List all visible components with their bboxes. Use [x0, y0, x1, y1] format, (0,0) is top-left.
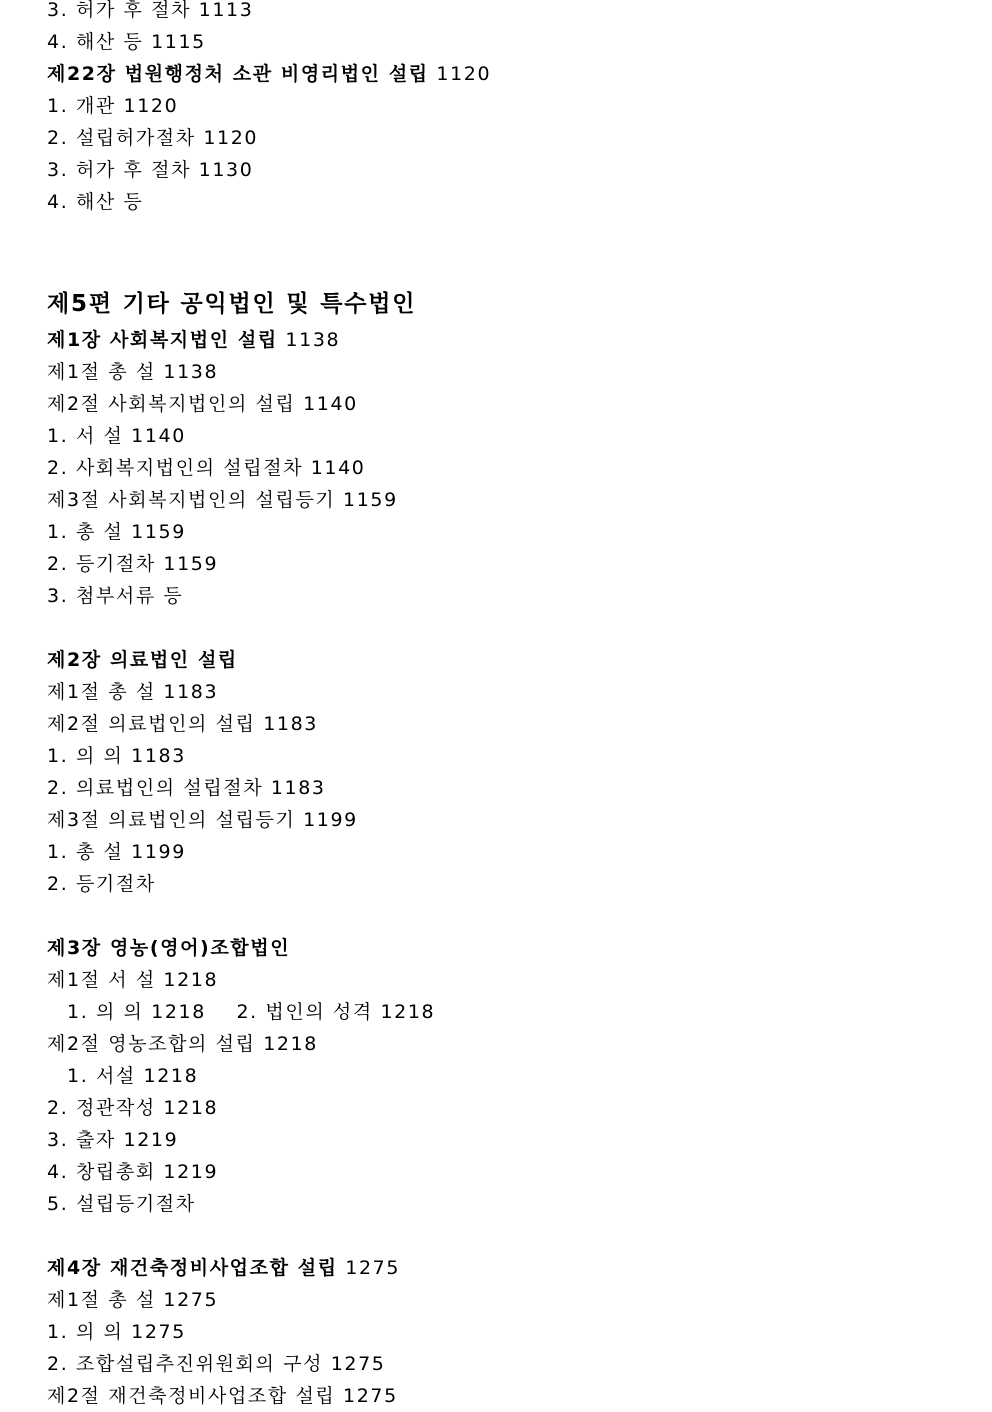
chapter-heading [47, 324, 947, 356]
toc-entry: 제1절 총 설 1138 [47, 361, 219, 383]
toc-entry: 4. 해산 등 [47, 191, 144, 213]
toc-entry: 1. 총 설 1199 [47, 841, 186, 863]
toc-entry: 2. 사회복지법인의 설립절차 1140 [47, 457, 366, 479]
toc-entry: 2. 의료법인의 설립절차 1183 [47, 777, 326, 799]
toc-entry: 3. 허가 후 절차 1113 [47, 0, 254, 21]
toc-entry: 3. 허가 후 절차 1130 [47, 159, 254, 181]
chapter-page-number: 1138 [277, 329, 341, 351]
part-heading: 제5편 기타 공익법인 및 특수법인 [47, 291, 417, 317]
toc-entry: 1. 의 의 1218 2. 법인의 성격 1218 [67, 1001, 436, 1023]
toc-entry: 2. 등기절차 1159 [47, 553, 219, 575]
toc-entry: 2. 정관작성 1218 [47, 1097, 219, 1119]
toc-entry: 제2절 영농조합의 설립 1218 [47, 1033, 318, 1055]
toc-entry: 3. 출자 1219 [47, 1129, 179, 1151]
blank-spacer [47, 612, 947, 644]
blank-spacer [47, 218, 947, 284]
toc-entry: 4. 창립총회 1219 [47, 1161, 219, 1183]
toc-entry: 1. 의 의 1275 [47, 1321, 186, 1343]
toc-entry: 제2절 재건축정비사업조합 설립 1275 [47, 1385, 398, 1407]
toc-entry: 1. 서설 1218 [67, 1065, 199, 1087]
toc-entry: 1. 총 설 1159 [47, 521, 186, 543]
toc-entry: 제1절 총 설 1275 [47, 1289, 219, 1311]
chapter-title: 제2장 의료법인 설립 [47, 649, 238, 671]
toc-entry: 5. 설립등기절차 [47, 1193, 196, 1215]
chapter-heading [47, 58, 947, 90]
toc-entry: 1. 개관 1120 [47, 95, 179, 117]
toc-entry: 제1절 서 설 1218 [47, 969, 219, 991]
toc-entry: 2. 조합설립추진위원회의 구성 1275 [47, 1353, 386, 1375]
toc-entry: 3. 첨부서류 등 [47, 585, 184, 607]
toc-entry: 제2절 사회복지법인의 설립 1140 [47, 393, 358, 415]
toc-entry: 제2절 의료법인의 설립 1183 [47, 713, 318, 735]
chapter-page-number: 1275 [337, 1257, 401, 1279]
toc-entry: 제3절 의료법인의 설립등기 1199 [47, 809, 358, 831]
chapter-title: 제4장 재건축정비사업조합 설립 [47, 1257, 338, 1279]
chapter-page-number: 1120 [428, 63, 492, 85]
table-of-contents [47, 0, 947, 1412]
toc-entry: 4. 해산 등 1115 [47, 31, 206, 53]
chapter-heading [47, 932, 947, 964]
chapter-title: 제3장 영농(영어)조합법인 [47, 937, 291, 959]
toc-entry: 1. 서 설 1140 [47, 425, 186, 447]
toc-entry: 제1절 총 설 1183 [47, 681, 219, 703]
toc-entry: 제3절 사회복지법인의 설립등기 1159 [47, 489, 398, 511]
chapter-heading [47, 1252, 947, 1284]
toc-entry: 2. 설립허가절차 1120 [47, 127, 259, 149]
chapter-title: 제1장 사회복지법인 설립 [47, 329, 278, 351]
chapter-heading [47, 644, 947, 676]
blank-spacer [47, 900, 947, 932]
blank-spacer [47, 1220, 947, 1252]
toc-entry: 2. 등기절차 [47, 873, 156, 895]
toc-entry: 1. 의 의 1183 [47, 745, 186, 767]
chapter-title: 제22장 법원행정처 소관 비영리법인 설립 [47, 63, 429, 85]
